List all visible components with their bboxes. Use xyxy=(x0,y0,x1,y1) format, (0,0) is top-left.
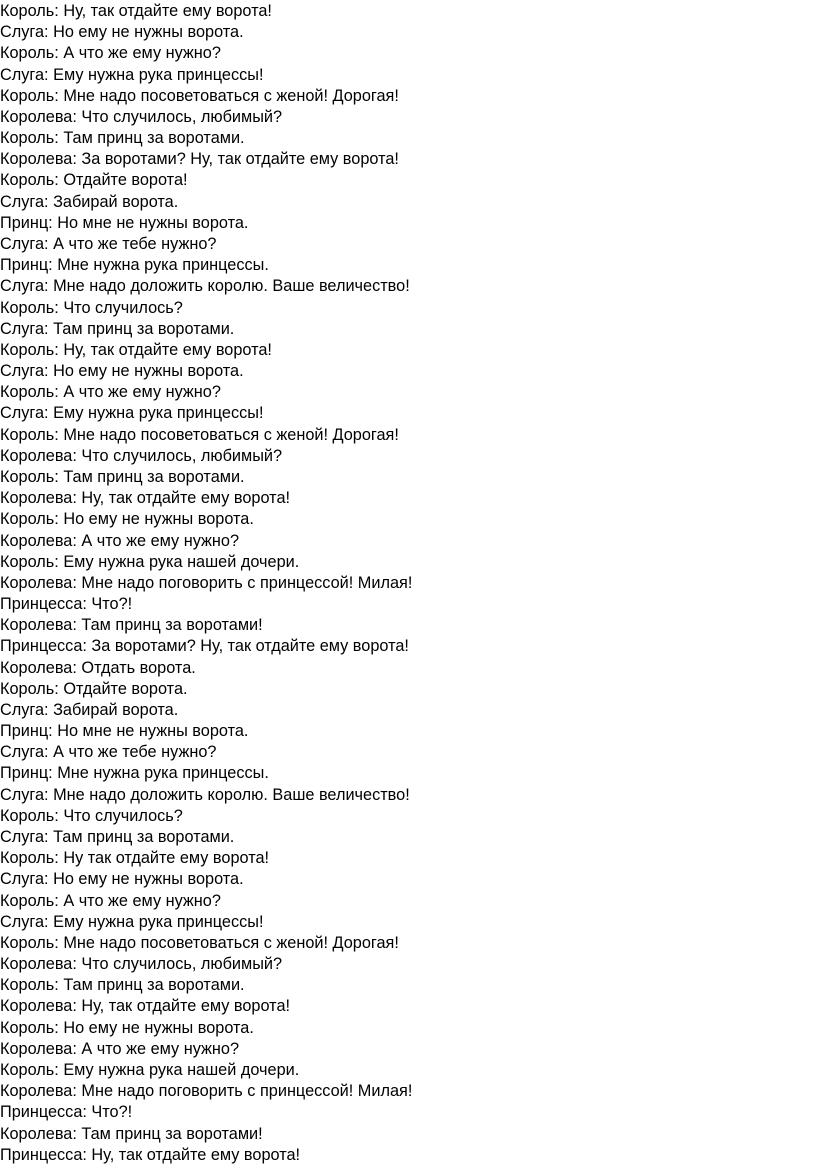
dialogue-line: Королева: Там принц за воротами! xyxy=(0,616,263,635)
dialogue-line: Слуга: Там принц за воротами. xyxy=(0,319,235,338)
dialogue-line: Королева: Мне надо поговорить с принцессой! Милая! xyxy=(0,573,413,592)
dialogue-line: Слуга: Мне надо доложить королю. Ваше величество! xyxy=(0,785,410,804)
dialogue-line: Королева: Ну, так отдайте ему ворота! xyxy=(0,997,291,1016)
dialogue-line: Король: Там принц за воротами. xyxy=(0,467,245,486)
dialogue-line: Принцесса: Что?! xyxy=(0,1103,133,1122)
dialogue-line: Король: Ну так отдайте ему ворота! xyxy=(0,849,270,868)
dialogue-line: Король: Мне надо посоветоваться с женой! Дорогая! xyxy=(0,86,399,105)
dialogue-line: Принц: Мне нужна рука принцессы. xyxy=(0,764,269,783)
dialogue-line: Слуга: Но ему не нужны ворота. xyxy=(0,870,244,889)
dialogue-line: Слуга: Забирай ворота. xyxy=(0,700,179,719)
dialogue-line: Принц: Мне нужна рука принцессы. xyxy=(0,256,269,275)
dialogue-line: Король: А что же ему нужно? xyxy=(0,891,221,910)
dialogue-line: Король: Мне надо посоветоваться с женой! Дорогая! xyxy=(0,425,399,444)
dialogue-line: Король: Ему нужна рука нашей дочери. xyxy=(0,552,300,571)
dialogue-line: Слуга: Но ему не нужны ворота. xyxy=(0,23,244,42)
dialogue-line: Королева: Ну, так отдайте ему ворота! xyxy=(0,489,291,508)
dialogue-line: Король: Мне надо посоветоваться с женой! Дорогая! xyxy=(0,933,399,952)
dialogue-line: Король: А что же ему нужно? xyxy=(0,383,221,402)
dialogue-line: Королева: Что случилось, любимый? xyxy=(0,107,283,126)
dialogue-line: Слуга: Там принц за воротами. xyxy=(0,828,235,847)
dialogue-line: Королева: Там принц за воротами! xyxy=(0,1124,263,1143)
dialogue-line: Король: Что случилось? xyxy=(0,298,183,317)
dialogue-line: Принцесса: Что?! xyxy=(0,595,133,614)
dialogue-line: Принц: Но мне не нужны ворота. xyxy=(0,722,249,741)
dialogue-line: Слуга: Ему нужна рука принцессы! xyxy=(0,404,264,423)
dialogue-line: Королева: Мне надо поговорить с принцессой! Милая! xyxy=(0,1082,413,1101)
dialogue-line: Принцесса: Ну, так отдайте ему ворота! xyxy=(0,1145,301,1164)
dialogue-line: Слуга: Ему нужна рука принцессы! xyxy=(0,912,264,931)
dialogue-line: Король: Отдайте ворота! xyxy=(0,171,188,190)
dialogue-line: Король: А что же ему нужно? xyxy=(0,44,221,63)
dialogue-line: Король: Ну, так отдайте ему ворота! xyxy=(0,2,272,20)
dialogue-line: Слуга: Ему нужна рука принцессы! xyxy=(0,65,264,84)
dialogue-line: Король: Ну, так отдайте ему ворота! xyxy=(0,340,272,359)
dialogue-line: Королева: А что же ему нужно? xyxy=(0,1039,240,1058)
dialogue-line: Слуга: Но ему не нужны ворота. xyxy=(0,362,244,381)
dialogue-line: Королева: А что же ему нужно? xyxy=(0,531,240,550)
dialogue-line: Королева: Что случилось, любимый? xyxy=(0,955,283,974)
dialogue-line: Король: Ему нужна рука нашей дочери. xyxy=(0,1061,300,1079)
dialogue-line: Королева: Отдать ворота. xyxy=(0,658,196,677)
dialogue-line: Принцесса: За воротами? Ну, так отдайте ему ворота! xyxy=(0,637,409,656)
dialogue-line: Король: Отдайте ворота. xyxy=(0,679,188,698)
dialogue-line: Слуга: Мне надо доложить королю. Ваше величество! xyxy=(0,277,410,296)
dialogue-line: Король: Но ему не нужны ворота. xyxy=(0,510,254,529)
dialogue-line: Слуга: Забирай ворота. xyxy=(0,192,179,211)
dialogue-line: Король: Там принц за воротами. xyxy=(0,129,245,148)
dialogue-line: Принц: Но мне не нужны ворота. xyxy=(0,213,249,232)
dialogue-line: Слуга: А что же тебе нужно? xyxy=(0,743,217,762)
dialogue-line: Король: Там принц за воротами. xyxy=(0,976,245,995)
dialogue-line: Король: Но ему не нужны ворота. xyxy=(0,1018,254,1037)
dialogue-line: Король: Что случилось? xyxy=(0,806,183,825)
dialogue-line: Королева: За воротами? Ну, так отдайте ему ворота! xyxy=(0,150,399,169)
dialogue-line: Слуга: А что же тебе нужно? xyxy=(0,234,217,253)
dialogue-line: Королева: Что случилось, любимый? xyxy=(0,446,283,465)
